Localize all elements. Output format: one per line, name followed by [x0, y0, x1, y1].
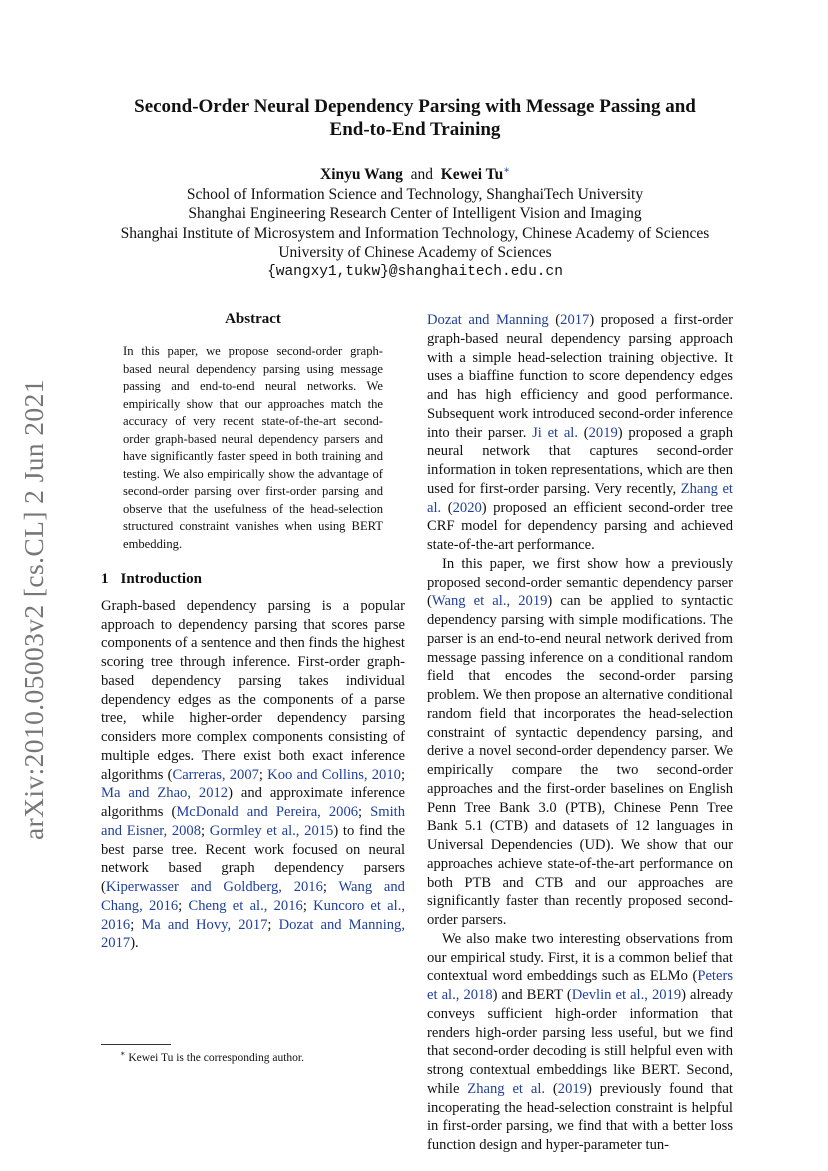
body-text: ) and approximate inference algorithms ( [101, 785, 405, 820]
body-text: ; [258, 766, 268, 783]
author-block [60, 161, 770, 282]
affiliation-3: Shanghai Institute of Microsystem and Information Technology, Chinese Academy of Sciences [120, 224, 710, 242]
body-text: ) can be applied to syntactic dependency parsing with simple modifications. The parser is an end-to-end neural network derived from message passing inference on a conditional random field that encodes the second-order parsing problem. We then propose an alternative conditional random field that incorporates the head-selection constraint of syntactic dependency parsing, and derive a novel second-order dependency parser. We empirically compare the two second-order approaches and the first-order baselines on English Penn Tree Bank 3.0 (PTB), Chinese Penn Tree Bank 5.1 (CTB) and datasets of 12 languages in Universal Dependencies (UD). We show that our approaches achieve state-of-the-art performance on both PTB and CTB and our approaches are significantly faster than recently proposed second-order parsers. [427, 593, 734, 928]
citation-link[interactable]: Kiperwasser and Goldberg, 2016 [105, 879, 323, 895]
citation-link[interactable]: Ma and Hovy, 2017 [141, 916, 268, 933]
author-and: and [410, 166, 433, 184]
citation-link[interactable]: Peters et al., 2018 [427, 968, 733, 1003]
citation-link[interactable]: Ji et al. [532, 424, 578, 441]
body-text: In this paper, we first show how a previously proposed second-order semantic dependency parser ( [427, 555, 733, 610]
body-text: ; [302, 897, 314, 914]
body-text: ( [548, 312, 561, 328]
citation-link[interactable]: Koo and Collins, 2010 [267, 766, 401, 783]
citation-link[interactable]: Kuncoro et al., 2016 [101, 897, 405, 933]
body-text: ; [358, 804, 371, 820]
body-text: ) already conveys sufficient high-order information that renders high-order parsing less useful, but we find that second-order decoding is still helpful even with strong contextual embeddings like BERT. Second, while [427, 987, 733, 1097]
intro-paragraph-3 [427, 930, 733, 1155]
citation-link[interactable]: Devlin et al., 2019 [571, 987, 682, 1003]
abstract-text: In this paper, we propose second-order graph-based neural dependency parsing using message passing and end-to-end neural networks. We empirically show that our approaches match the accuracy of very recent state-of-the-art second-order graph-based neural dependency parsers and have significantly faster speed in both training and testing. We also empirically show the advantage of second-order parsing over first-order parsing and observe that the usefulness of the head-selection structured constraint vanishes when using BERT embedding. [123, 344, 383, 551]
citation-link[interactable]: Ma and Zhao, 2012 [101, 785, 229, 802]
citation-link[interactable]: Gormley et al., 2015 [209, 822, 334, 839]
citation-link[interactable]: 2020 [452, 499, 482, 516]
abstract-heading: Abstract [225, 311, 281, 327]
intro-paragraph-2 [427, 555, 733, 930]
affiliation-1: School of Information Science and Technology, ShanghaiTech University [186, 185, 644, 203]
section-number: 1 [101, 571, 109, 587]
body-text: ; [400, 766, 405, 783]
citation-link[interactable]: Zhang et al. [427, 480, 733, 516]
body-text: ) to find the best parse tree. Recent work focused on neural network based graph dependency parsers ( [101, 822, 406, 895]
citation-link[interactable]: Dozat and Manning, 2017 [101, 916, 405, 952]
section-title: Introduction [120, 571, 202, 587]
body-text: ; [267, 916, 279, 933]
affiliation-2: Shanghai Engineering Research Center of Intelligent Vision and Imaging [188, 205, 642, 223]
citation-link[interactable]: 2019 [588, 424, 618, 441]
footnote-rule [101, 1044, 171, 1045]
body-text: ( [578, 424, 589, 441]
title-line-2: End-to-End Training [329, 119, 501, 140]
section-heading [101, 570, 405, 589]
citation-link[interactable]: McDonald and Pereira, 2006 [176, 804, 359, 820]
citation-link[interactable]: Wang et al., 2019 [431, 593, 548, 610]
footnote-text: Kewei Tu is the corresponding author. [128, 1051, 304, 1064]
body-text: We also make two interesting observations from our empirical study. First, it is a common belief that contextual word embeddings such as ELMo ( [427, 930, 733, 985]
citation-link[interactable]: 2017 [560, 312, 590, 328]
intro-paragraph-1-continued [427, 311, 733, 555]
citation-link[interactable]: 2019 [557, 1080, 587, 1097]
body-text: ; [201, 822, 210, 839]
intro-paragraph-1 [101, 597, 405, 953]
body-text: ( [441, 499, 453, 516]
footnote [120, 1049, 304, 1064]
citation-link[interactable]: Zhang et al. [467, 1080, 546, 1097]
footnote-mark: ∗ [120, 1049, 126, 1058]
citation-link[interactable]: Cheng et al., 2016 [188, 897, 303, 914]
body-text: ). [130, 935, 139, 952]
author-email: {wangxy1,tukw}@shanghaitech.edu.cn [267, 263, 563, 280]
right-column [427, 311, 733, 1155]
paper-title [90, 95, 740, 141]
citation-link[interactable]: Dozat and Manning [427, 312, 549, 328]
arxiv-sidebar [18, 379, 58, 860]
body-text: ) proposed an efficient second-order tree CRF model for dependency parsing and achieved state-of-the-art performance. [427, 499, 733, 553]
citation-link[interactable]: Smith and Eisner, 2008 [101, 804, 406, 839]
body-text: ( [545, 1080, 558, 1097]
affiliation-4: University of Chinese Academy of Sciences [278, 244, 552, 262]
body-text: Graph-based dependency parsing is a popular approach to dependency parsing that scores parse components of a sentence and then finds the highest scoring tree through inference. First-order graph-based dependency parsing takes individual dependency edges as the components of a parse tree, while higher-order dependency parsing considers more complex components consisting of multiple edges. There exist both exact inference algorithms ( [101, 597, 405, 783]
body-text: ) and BERT ( [492, 987, 572, 1003]
title-line-1: Second-Order Neural Dependency Parsing with Message Passing and [134, 96, 696, 117]
citation-link[interactable]: Wang and Chang, 2016 [101, 879, 405, 914]
body-text: ; [178, 897, 189, 914]
body-text: ; [322, 879, 339, 895]
citation-link[interactable]: Carreras, 2007 [172, 766, 259, 783]
arxiv-stamp: arXiv:2010.05003v2 [cs.CL] 2 Jun 2021 [18, 379, 49, 840]
body-text: ) proposed a graph neural network that captures second-order information in token representations, which are then used for first-order parsing. Very recently, [427, 424, 734, 497]
author-name-1: Xinyu Wang [320, 166, 403, 184]
body-text: ) proposed a first-order graph-based neural dependency parsing approach with a simple head-selection training objective. It uses a biaffine function to score dependency edges and has high efficiency and good performance. Subsequent work introduced second-order inference into their parser. [427, 312, 733, 441]
left-column [101, 570, 405, 953]
body-text: ) previously found that incoperating the head-selection constraint is helpful in first-order parsing, we find that with a better loss function design and hyper-parameter tun- [427, 1080, 733, 1153]
corresponding-mark: ∗ [503, 165, 510, 176]
body-text: ; [130, 916, 142, 933]
author-name-2: Kewei Tu [440, 166, 504, 184]
